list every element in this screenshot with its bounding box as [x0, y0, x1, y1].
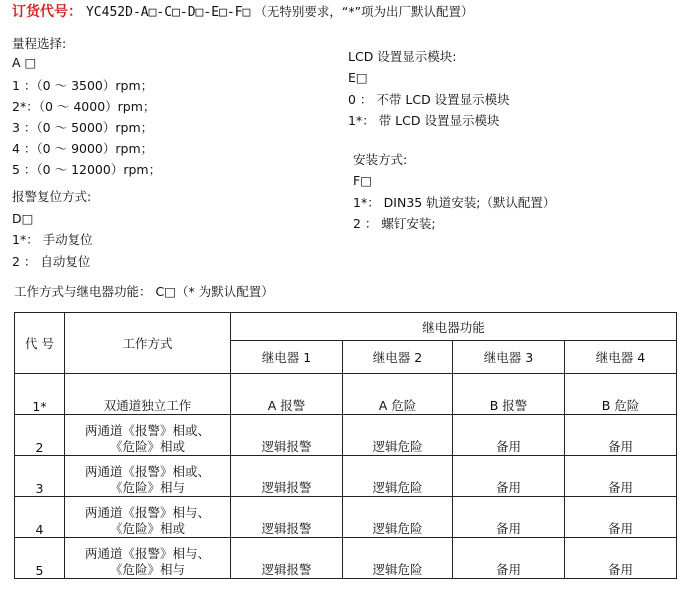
row-relay-3: 备用	[453, 497, 565, 538]
row-relay-2: A 危险	[343, 374, 453, 415]
lcd-option: 0 ： 不带 LCD 设置显示模块	[348, 92, 510, 107]
row-mode-line: 两通道《报警》相与、	[84, 505, 210, 520]
order-code-note: （无特别要求，“*”项为出厂默认配置）	[254, 4, 474, 19]
table-row	[15, 538, 677, 579]
alarm-reset-option: 1*： 手动复位	[12, 232, 93, 247]
header-relay-4: 继电器 4	[565, 341, 677, 374]
row-mode-line: 《危险》相或	[109, 521, 185, 536]
table-header-row	[15, 313, 677, 341]
alarm-reset-code: D□	[12, 211, 34, 226]
row-mode-line: 《危险》相或	[109, 439, 185, 454]
install-title: 安装方式:	[353, 152, 408, 167]
order-code-value: YC452D-A□-C□-D□-E□-F□	[85, 5, 251, 20]
range-code: A □	[12, 55, 37, 70]
range-title: 量程选择:	[12, 36, 67, 51]
range-option: 2*：（0 ～ 4000）rpm；	[12, 99, 156, 114]
row-mode	[65, 415, 231, 456]
row-relay-1: 逻辑报警	[231, 538, 343, 579]
alarm-reset-title: 报警复位方式:	[12, 189, 92, 204]
row-relay-2: 逻辑危险	[343, 538, 453, 579]
row-code: 3	[15, 456, 65, 497]
row-code: 5	[15, 538, 65, 579]
row-relay-4: 备用	[565, 497, 677, 538]
header-relay-1: 继电器 1	[231, 341, 343, 374]
row-code: 1*	[15, 374, 65, 415]
row-mode	[65, 538, 231, 579]
row-mode	[65, 374, 231, 415]
install-code: F□	[353, 173, 373, 188]
order-code-label: 订货代号：	[12, 4, 82, 20]
range-option: 4 ：（0 ～ 9000）rpm；	[12, 141, 154, 156]
row-relay-3: 备用	[453, 456, 565, 497]
row-relay-3: B 报警	[453, 374, 565, 415]
row-relay-4: 备用	[565, 415, 677, 456]
row-mode	[65, 497, 231, 538]
alarm-reset-option: 2 ： 自动复位	[12, 254, 91, 269]
row-mode-line: 《危险》相与	[109, 562, 185, 577]
table-row	[15, 415, 677, 456]
header-relay-2: 继电器 2	[343, 341, 453, 374]
row-mode-line: 两通道《报警》相与、	[84, 546, 210, 561]
row-mode	[65, 456, 231, 497]
row-mode-line: 两通道《报警》相或、	[84, 464, 210, 479]
row-mode-line: 双通道独立工作	[103, 398, 192, 413]
range-option: 5 ：（0 ～ 12000）rpm；	[12, 162, 162, 177]
row-relay-2: 逻辑危险	[343, 415, 453, 456]
row-relay-3: 备用	[453, 538, 565, 579]
row-code: 2	[15, 415, 65, 456]
row-mode-line: 两通道《报警》相或、	[84, 423, 210, 438]
row-relay-2: 逻辑危险	[343, 456, 453, 497]
row-relay-1: A 报警	[231, 374, 343, 415]
row-relay-1: 逻辑报警	[231, 415, 343, 456]
lcd-code: E□	[348, 70, 368, 85]
header-mode: 工作方式	[65, 313, 231, 374]
row-relay-1: 逻辑报警	[231, 497, 343, 538]
table-row	[15, 497, 677, 538]
install-option: 2 ： 螺钉安装;	[353, 216, 436, 231]
row-relay-3: 备用	[453, 415, 565, 456]
row-relay-1: 逻辑报警	[231, 456, 343, 497]
table-row	[15, 456, 677, 497]
row-relay-2: 逻辑危险	[343, 497, 453, 538]
lcd-title: LCD 设置显示模块:	[348, 49, 457, 64]
table-row	[15, 374, 677, 415]
row-relay-4: B 危险	[565, 374, 677, 415]
order-code-line	[12, 4, 474, 21]
lcd-option: 1*： 带 LCD 设置显示模块	[348, 113, 500, 128]
row-relay-4: 备用	[565, 538, 677, 579]
relay-function-table	[14, 312, 677, 579]
header-relay-3: 继电器 3	[453, 341, 565, 374]
header-code: 代 号	[15, 313, 65, 374]
range-option: 3 ：（0 ～ 5000）rpm；	[12, 120, 154, 135]
range-option: 1 ：（0 ～ 3500）rpm；	[12, 78, 154, 93]
row-code: 4	[15, 497, 65, 538]
header-relay-group: 继电器功能	[231, 313, 677, 341]
relay-section-title: 工作方式与继电器功能： C□（* 为默认配置）	[14, 284, 274, 299]
row-mode-line: 《危险》相与	[109, 480, 185, 495]
install-option: 1*： DIN35 轨道安装;（默认配置）	[353, 195, 556, 210]
row-relay-4: 备用	[565, 456, 677, 497]
